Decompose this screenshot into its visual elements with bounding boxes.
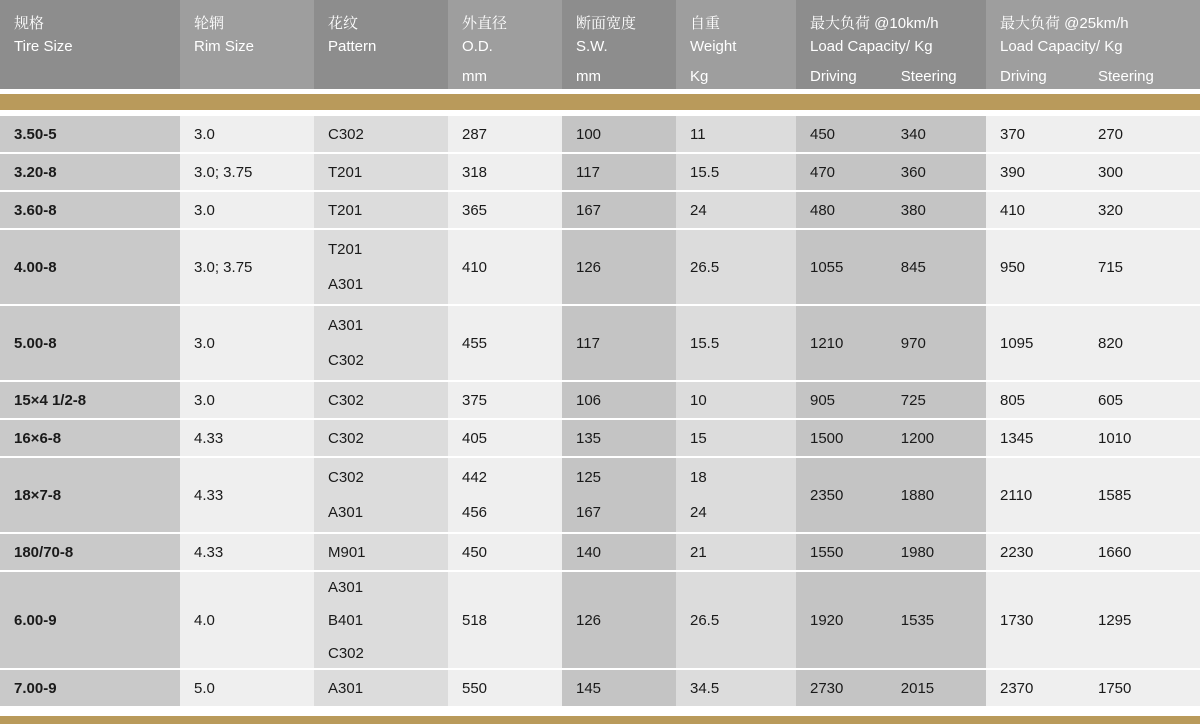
load-10-steering: 380 bbox=[900, 201, 926, 219]
load-10-steering: 1880 bbox=[900, 486, 935, 504]
load-10-driving: 1500 bbox=[810, 429, 844, 447]
load-10-steering: 2015 bbox=[900, 679, 935, 697]
header-en-tire-size: Tire Size bbox=[14, 38, 73, 55]
cell-tire-size: 15×4 1/2-8 bbox=[0, 381, 180, 419]
header-unit-od: mm bbox=[462, 68, 487, 85]
header-cn-od: 外直径 bbox=[462, 15, 508, 32]
header-unit-sw: mm bbox=[576, 68, 601, 85]
header-en-pattern: Pattern bbox=[328, 38, 377, 55]
cell-tire-size: 18×7-8 bbox=[0, 457, 180, 533]
header-cn-load-25: 最大负荷 @25km/h bbox=[1000, 15, 1129, 32]
header-en-sw: S.W. bbox=[576, 38, 608, 55]
table-row bbox=[0, 153, 1200, 191]
cell-od: 455 bbox=[448, 305, 562, 381]
cell-load-10 bbox=[796, 153, 986, 191]
pattern-item: C302 bbox=[328, 352, 364, 369]
header-cell-od bbox=[448, 0, 562, 89]
cell-load-10 bbox=[796, 305, 986, 381]
cell-weight: 11 bbox=[676, 115, 796, 153]
header-cn-pattern: 花纹 bbox=[328, 15, 359, 32]
cell-pattern: A301 bbox=[314, 669, 448, 707]
cell-rim-size: 4.33 bbox=[180, 533, 314, 571]
load-10-driving: 1920 bbox=[810, 611, 844, 629]
header-cn-rim-size: 轮辋 bbox=[194, 15, 225, 32]
header-cn-sw: 断面宽度 bbox=[576, 15, 637, 32]
cell-sw: 140 bbox=[562, 533, 676, 571]
table-body bbox=[0, 115, 1200, 707]
cell-rim-size: 3.0 bbox=[180, 381, 314, 419]
cell-sw: 106 bbox=[562, 381, 676, 419]
cell-rim-size: 4.33 bbox=[180, 419, 314, 457]
load-10-driving: 1550 bbox=[810, 543, 844, 561]
header-cell-pattern bbox=[314, 0, 448, 89]
cell-pattern bbox=[314, 229, 448, 305]
cell-tire-size: 7.00-9 bbox=[0, 669, 180, 707]
load-25-steering: 1010 bbox=[1098, 429, 1132, 447]
load-25-driving: 2230 bbox=[1000, 543, 1034, 561]
header-cn-tire-size: 规格 bbox=[14, 15, 45, 32]
cell-sw: 145 bbox=[562, 669, 676, 707]
cell-rim-size: 4.0 bbox=[180, 571, 314, 669]
load-10-driving: 470 bbox=[810, 163, 836, 181]
load-25-steering: 715 bbox=[1098, 258, 1124, 276]
cell-load-25 bbox=[986, 191, 1200, 229]
cell-rim-size: 3.0 bbox=[180, 305, 314, 381]
od-item: 456 bbox=[462, 504, 488, 521]
cell-od: 405 bbox=[448, 419, 562, 457]
pattern-item: A301 bbox=[328, 276, 364, 293]
cell-load-25 bbox=[986, 229, 1200, 305]
header-en-load-10: Load Capacity/ Kg bbox=[810, 38, 933, 55]
load-25-steering: 1660 bbox=[1098, 543, 1132, 561]
table-header bbox=[0, 0, 1200, 115]
header-load-10-driving: Driving bbox=[810, 68, 857, 85]
load-25-steering: 320 bbox=[1098, 201, 1124, 219]
cell-weight: 34.5 bbox=[676, 669, 796, 707]
cell-weight: 26.5 bbox=[676, 229, 796, 305]
load-25-steering: 1750 bbox=[1098, 679, 1132, 697]
od-item: 442 bbox=[462, 469, 488, 486]
cell-tire-size: 3.60-8 bbox=[0, 191, 180, 229]
weight-item: 24 bbox=[690, 504, 707, 521]
load-25-steering: 1295 bbox=[1098, 611, 1132, 629]
cell-tire-size: 16×6-8 bbox=[0, 419, 180, 457]
cell-load-10 bbox=[796, 381, 986, 419]
cell-weight: 15 bbox=[676, 419, 796, 457]
cell-weight: 15.5 bbox=[676, 305, 796, 381]
load-25-steering: 300 bbox=[1098, 163, 1124, 181]
cell-tire-size: 3.20-8 bbox=[0, 153, 180, 191]
cell-sw: 126 bbox=[562, 571, 676, 669]
load-25-driving: 950 bbox=[1000, 258, 1026, 276]
header-en-od: O.D. bbox=[462, 38, 493, 55]
pattern-item: A301 bbox=[328, 504, 364, 521]
load-10-steering: 340 bbox=[900, 125, 926, 143]
load-10-driving: 1055 bbox=[810, 258, 844, 276]
cell-rim-size: 4.33 bbox=[180, 457, 314, 533]
cell-sw: 167 bbox=[562, 191, 676, 229]
cell-load-10 bbox=[796, 229, 986, 305]
cell-load-10 bbox=[796, 419, 986, 457]
cell-weight: 15.5 bbox=[676, 153, 796, 191]
cell-sw: 117 bbox=[562, 153, 676, 191]
load-25-driving: 805 bbox=[1000, 391, 1026, 409]
table-row bbox=[0, 457, 1200, 533]
cell-load-10 bbox=[796, 669, 986, 707]
header-row bbox=[0, 0, 1200, 89]
load-25-driving: 2110 bbox=[1000, 486, 1033, 504]
cell-rim-size: 3.0 bbox=[180, 115, 314, 153]
load-25-steering: 820 bbox=[1098, 334, 1124, 352]
cell-rim-size: 3.0; 3.75 bbox=[180, 153, 314, 191]
cell-od: 365 bbox=[448, 191, 562, 229]
cell-load-25 bbox=[986, 381, 1200, 419]
cell-weight: 21 bbox=[676, 533, 796, 571]
load-10-steering: 360 bbox=[900, 163, 926, 181]
header-cell-load-25 bbox=[986, 0, 1200, 89]
load-10-steering: 1980 bbox=[900, 543, 935, 561]
cell-load-25 bbox=[986, 533, 1200, 571]
cell-load-25 bbox=[986, 305, 1200, 381]
load-10-driving: 2730 bbox=[810, 679, 844, 697]
cell-pattern: C302 bbox=[314, 419, 448, 457]
gold-bottom-bar bbox=[0, 716, 1200, 724]
load-25-driving: 1730 bbox=[1000, 611, 1034, 629]
table-row bbox=[0, 305, 1200, 381]
weight-item: 18 bbox=[690, 469, 707, 486]
cell-load-25 bbox=[986, 457, 1200, 533]
table-row bbox=[0, 571, 1200, 669]
load-25-driving: 1095 bbox=[1000, 334, 1034, 352]
load-10-steering: 970 bbox=[900, 334, 926, 352]
cell-load-10 bbox=[796, 191, 986, 229]
cell-tire-size: 5.00-8 bbox=[0, 305, 180, 381]
header-cn-weight: 自重 bbox=[690, 15, 721, 32]
pattern-item: A301 bbox=[328, 317, 364, 334]
load-25-steering: 270 bbox=[1098, 125, 1124, 143]
cell-od: 318 bbox=[448, 153, 562, 191]
sw-item: 167 bbox=[576, 504, 602, 521]
header-cell-rim-size bbox=[180, 0, 314, 89]
header-cell-tire-size bbox=[0, 0, 180, 89]
table-row bbox=[0, 191, 1200, 229]
cell-weight: 26.5 bbox=[676, 571, 796, 669]
header-cell-load-10 bbox=[796, 0, 986, 89]
pattern-item: C302 bbox=[328, 644, 364, 662]
cell-pattern: C302 bbox=[314, 115, 448, 153]
load-25-steering: 1585 bbox=[1098, 486, 1132, 504]
load-10-driving: 2350 bbox=[810, 486, 844, 504]
pattern-item: A301 bbox=[328, 578, 364, 596]
load-10-driving: 905 bbox=[810, 391, 836, 409]
cell-pattern bbox=[314, 457, 448, 533]
header-en-weight: Weight bbox=[690, 38, 737, 55]
cell-tire-size: 3.50-5 bbox=[0, 115, 180, 153]
header-cn-load-10: 最大负荷 @10km/h bbox=[810, 15, 939, 32]
cell-rim-size: 3.0 bbox=[180, 191, 314, 229]
cell-od: 450 bbox=[448, 533, 562, 571]
cell-rim-size: 5.0 bbox=[180, 669, 314, 707]
table-row bbox=[0, 229, 1200, 305]
cell-load-10 bbox=[796, 457, 986, 533]
cell-load-10 bbox=[796, 571, 986, 669]
pattern-item: T201 bbox=[328, 241, 363, 258]
gold-divider-bar bbox=[0, 94, 1200, 110]
cell-od bbox=[448, 457, 562, 533]
cell-od: 550 bbox=[448, 669, 562, 707]
cell-od: 410 bbox=[448, 229, 562, 305]
header-cell-weight bbox=[676, 0, 796, 89]
load-10-driving: 1210 bbox=[810, 334, 844, 352]
cell-pattern: C302 bbox=[314, 381, 448, 419]
cell-pattern bbox=[314, 305, 448, 381]
pattern-item: B401 bbox=[328, 611, 364, 629]
load-10-steering: 845 bbox=[900, 258, 926, 276]
cell-tire-size: 6.00-9 bbox=[0, 571, 180, 669]
load-10-steering: 1200 bbox=[900, 429, 935, 447]
header-load-25-driving: Driving bbox=[1000, 68, 1047, 85]
header-en-rim-size: Rim Size bbox=[194, 38, 255, 55]
cell-pattern: T201 bbox=[314, 153, 448, 191]
header-en-load-25: Load Capacity/ Kg bbox=[1000, 38, 1123, 55]
load-10-steering: 725 bbox=[900, 391, 926, 409]
cell-load-10 bbox=[796, 533, 986, 571]
pattern-item: C302 bbox=[328, 469, 364, 486]
cell-load-25 bbox=[986, 571, 1200, 669]
cell-rim-size: 3.0; 3.75 bbox=[180, 229, 314, 305]
header-unit-weight: Kg bbox=[690, 68, 709, 85]
header-load-25-steering: Steering bbox=[1098, 68, 1154, 85]
load-10-steering: 1535 bbox=[900, 611, 935, 629]
header-cell-sw bbox=[562, 0, 676, 89]
cell-od: 287 bbox=[448, 115, 562, 153]
cell-load-25 bbox=[986, 115, 1200, 153]
cell-load-25 bbox=[986, 153, 1200, 191]
table-row bbox=[0, 533, 1200, 571]
cell-load-25 bbox=[986, 669, 1200, 707]
cell-pattern bbox=[314, 571, 448, 669]
table-row bbox=[0, 115, 1200, 153]
sw-item: 125 bbox=[576, 469, 602, 486]
table-row bbox=[0, 669, 1200, 707]
load-25-driving: 390 bbox=[1000, 163, 1026, 181]
load-25-steering: 605 bbox=[1098, 391, 1124, 409]
cell-od: 518 bbox=[448, 571, 562, 669]
cell-pattern: M901 bbox=[314, 533, 448, 571]
cell-weight bbox=[676, 457, 796, 533]
cell-tire-size: 4.00-8 bbox=[0, 229, 180, 305]
cell-load-10 bbox=[796, 115, 986, 153]
cell-od: 375 bbox=[448, 381, 562, 419]
load-25-driving: 370 bbox=[1000, 125, 1026, 143]
load-10-driving: 480 bbox=[810, 201, 836, 219]
load-10-driving: 450 bbox=[810, 125, 836, 143]
cell-load-25 bbox=[986, 419, 1200, 457]
cell-tire-size: 180/70-8 bbox=[0, 533, 180, 571]
table-row bbox=[0, 419, 1200, 457]
load-25-driving: 1345 bbox=[1000, 429, 1034, 447]
cell-sw: 117 bbox=[562, 305, 676, 381]
cell-weight: 10 bbox=[676, 381, 796, 419]
table-row bbox=[0, 381, 1200, 419]
cell-sw: 135 bbox=[562, 419, 676, 457]
cell-sw: 100 bbox=[562, 115, 676, 153]
load-25-driving: 2370 bbox=[1000, 679, 1034, 697]
load-25-driving: 410 bbox=[1000, 201, 1026, 219]
header-load-10-steering: Steering bbox=[900, 68, 957, 85]
cell-sw bbox=[562, 457, 676, 533]
cell-pattern: T201 bbox=[314, 191, 448, 229]
cell-weight: 24 bbox=[676, 191, 796, 229]
cell-sw: 126 bbox=[562, 229, 676, 305]
